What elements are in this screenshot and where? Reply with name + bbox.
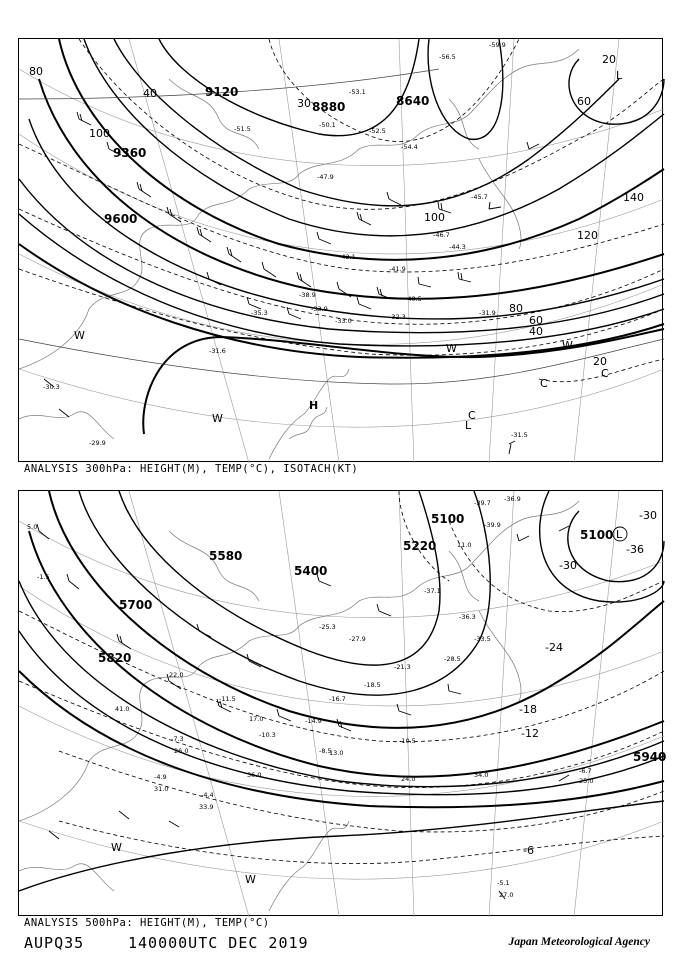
wind-barbs [44, 112, 539, 454]
warm-center: W [562, 339, 573, 352]
isotach-label: 40 [143, 87, 157, 100]
map-500hpa-canvas [19, 491, 667, 917]
svg-text:-59.9: -59.9 [489, 41, 506, 49]
isotach-label: 120 [577, 229, 598, 242]
svg-text:-31.9: -31.9 [479, 309, 496, 317]
svg-text:-33.9: -33.9 [311, 305, 328, 313]
svg-text:11.0: 11.0 [457, 541, 472, 549]
isotach-label: 30 [297, 97, 311, 110]
high-center: H [309, 399, 319, 412]
svg-text:-41.9: -41.9 [389, 265, 406, 273]
height-contours [19, 491, 667, 891]
temp-labels [43, 41, 528, 447]
svg-text:-4.4: -4.4 [201, 791, 214, 799]
svg-text:-36.9: -36.9 [504, 495, 521, 503]
svg-text:-33.5: -33.5 [474, 635, 491, 643]
svg-text:-51.5: -51.5 [234, 125, 251, 133]
svg-text:27.0: 27.0 [499, 891, 514, 899]
height-label: 9360 [113, 146, 147, 160]
svg-text:-31.5: -31.5 [511, 431, 528, 439]
system-letters [111, 527, 627, 886]
height-label: 5820 [98, 651, 132, 665]
isotach-label: 140 [623, 191, 644, 204]
svg-text:-16.7: -16.7 [329, 695, 346, 703]
cold-center: C [468, 409, 476, 422]
svg-text:-56.5: -56.5 [439, 53, 456, 61]
map-500hpa[interactable] [18, 490, 667, 916]
svg-text:-36.3: -36.3 [459, 613, 476, 621]
svg-text:-45.7: -45.7 [471, 193, 488, 201]
height-label: 9120 [205, 85, 239, 99]
warm-center: W [212, 412, 223, 425]
svg-text:-44.3: -44.3 [449, 243, 466, 251]
svg-text:-21.3: -21.3 [394, 663, 411, 671]
svg-text:-42.1: -42.1 [339, 253, 356, 261]
svg-text:-10.5: -10.5 [399, 737, 416, 745]
isotachs [19, 69, 664, 384]
temp-labels [27, 495, 593, 899]
svg-text:-50.1: -50.1 [319, 121, 336, 129]
cold-center: C [540, 377, 548, 390]
svg-text:22.0: 22.0 [169, 671, 184, 679]
height-contours [19, 39, 664, 434]
svg-text:-36: -36 [626, 543, 644, 556]
svg-text:13.0: 13.0 [329, 749, 344, 757]
height-label: 8640 [396, 94, 430, 108]
svg-text:-14.9: -14.9 [305, 717, 322, 725]
caption-500hpa: ANALYSIS 500hPa: HEIGHT(M), TEMP(°C) [24, 917, 270, 929]
svg-text:-37.1: -37.1 [424, 587, 441, 595]
isotach-label: 20 [593, 355, 607, 368]
isotach-label: 100 [424, 211, 445, 224]
height-label: 5400 [294, 564, 328, 578]
svg-text:-5.1: -5.1 [497, 879, 510, 887]
system-letters [74, 69, 623, 432]
isotach-label: 60 [577, 95, 591, 108]
warm-center: W [245, 873, 256, 886]
svg-text:-40.5: -40.5 [405, 295, 422, 303]
isotach-label: 40 [529, 325, 543, 338]
isotach-label: 60 [529, 314, 543, 327]
svg-text:41.0: 41.0 [115, 705, 130, 713]
svg-text:-8.5: -8.5 [319, 747, 332, 755]
svg-text:-53.1: -53.1 [349, 88, 366, 96]
svg-text:-18: -18 [519, 703, 537, 716]
svg-text:36.0: 36.0 [247, 771, 262, 779]
svg-text:-30.3: -30.3 [43, 383, 60, 391]
svg-text:-33.0: -33.0 [335, 317, 352, 325]
svg-text:-30: -30 [559, 559, 577, 572]
svg-text:-31.6: -31.6 [209, 347, 226, 355]
svg-text:-24: -24 [545, 641, 563, 654]
svg-text:-6.7: -6.7 [579, 767, 592, 775]
warm-center: W [111, 841, 122, 854]
isotherms [19, 491, 667, 864]
svg-text:-38.9: -38.9 [299, 291, 316, 299]
svg-text:-18.5: -18.5 [364, 681, 381, 689]
svg-text:-46.7: -46.7 [433, 231, 450, 239]
svg-text:26.0: 26.0 [174, 747, 189, 755]
coastlines [19, 49, 579, 459]
svg-text:-52.5: -52.5 [369, 127, 386, 135]
warm-center: W [74, 329, 85, 342]
svg-text:-35.3: -35.3 [251, 309, 268, 317]
bulletin-code: AUPQ35 [24, 934, 85, 952]
svg-text:-25.3: -25.3 [319, 623, 336, 631]
svg-text:33.9: 33.9 [199, 803, 214, 811]
svg-text:-30: -30 [639, 509, 657, 522]
svg-text:17.0: 17.0 [249, 715, 264, 723]
svg-text:5.0: 5.0 [27, 523, 38, 531]
height-label: 5100 [580, 528, 614, 542]
svg-text:24.0: 24.0 [401, 775, 416, 783]
height-label: 9600 [104, 212, 138, 226]
low-center: L [616, 528, 623, 541]
low-center: L [465, 419, 472, 432]
map-300hpa[interactable] [18, 38, 663, 462]
height-labels [98, 512, 666, 764]
coastlines [19, 501, 579, 911]
svg-text:-28.5: -28.5 [444, 655, 461, 663]
low-center: L [616, 69, 623, 82]
svg-text:-32.3: -32.3 [389, 313, 406, 321]
svg-text:-1.5: -1.5 [37, 573, 50, 581]
svg-text:-11.5: -11.5 [219, 695, 236, 703]
svg-text:-10.3: -10.3 [259, 731, 276, 739]
height-label: 5100 [431, 512, 465, 526]
svg-text:-39.7: -39.7 [474, 499, 491, 507]
temp-contour-label: -12 [521, 727, 539, 740]
svg-text:-47.9: -47.9 [317, 173, 334, 181]
svg-text:-7.3: -7.3 [171, 735, 184, 743]
isotach-label: 100 [89, 127, 110, 140]
svg-text:-39.9: -39.9 [484, 521, 501, 529]
svg-text:-29.9: -29.9 [89, 439, 106, 447]
agency-name: Japan Meteorological Agency [508, 936, 650, 948]
height-label: 5700 [119, 598, 153, 612]
isotach-label: 80 [29, 65, 43, 78]
caption-300hpa: ANALYSIS 300hPa: HEIGHT(M), TEMP(°C), ISOTACH(KT) [24, 463, 359, 475]
warm-center: W [446, 342, 457, 355]
svg-text:34.0: 34.0 [474, 771, 489, 779]
isotach-label: 80 [509, 302, 523, 315]
svg-text:-27.9: -27.9 [349, 635, 366, 643]
height-label: 5580 [209, 549, 243, 563]
svg-text:25.0: 25.0 [579, 777, 594, 785]
cold-center: C [601, 367, 609, 380]
isotach-label: 20 [602, 53, 616, 66]
valid-time: 140000UTC DEC 2019 [128, 934, 309, 952]
svg-text:31.0: 31.0 [154, 785, 169, 793]
height-label: 8880 [312, 100, 346, 114]
height-label: 5220 [403, 539, 437, 553]
height-label: 5940 [633, 750, 667, 764]
svg-text:-6: -6 [523, 844, 534, 857]
map-300hpa-canvas [19, 39, 664, 463]
svg-text:-54.4: -54.4 [401, 143, 418, 151]
svg-text:-4.9: -4.9 [154, 773, 167, 781]
